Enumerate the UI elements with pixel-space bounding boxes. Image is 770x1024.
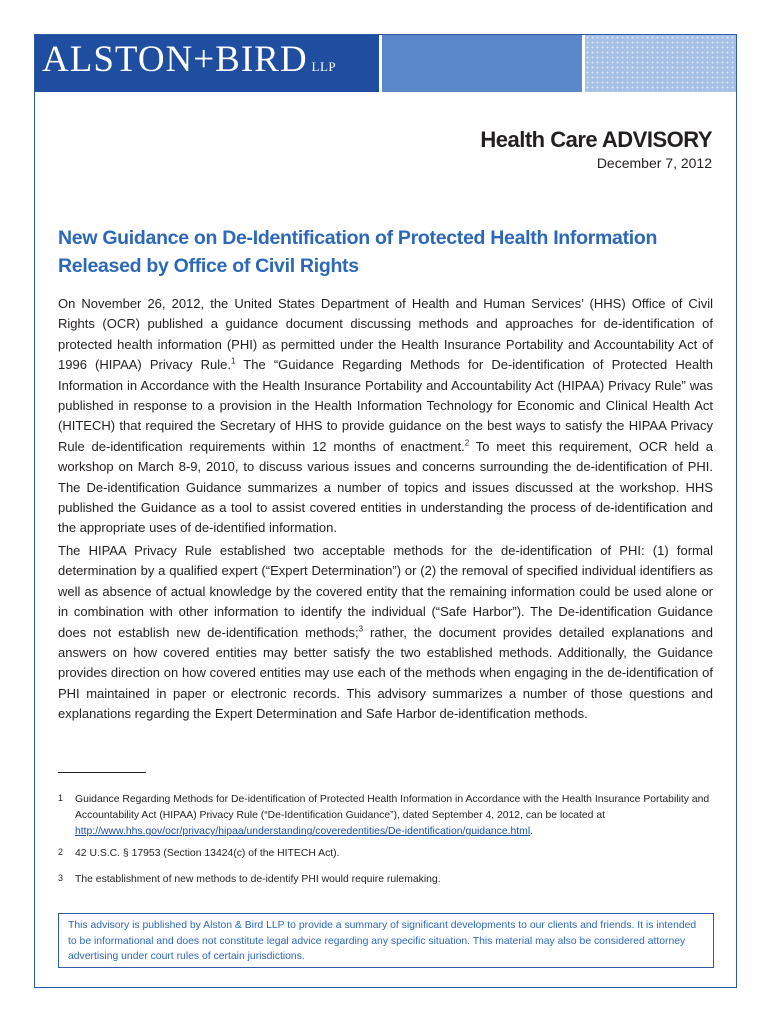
body-paragraph-1 — [58, 294, 713, 539]
guidance-link[interactable]: http://www.hhs.gov/ocr/privacy/hipaa/understanding/coveredentities/De-identification/guidance.html — [75, 826, 531, 837]
banner-pattern-block — [585, 35, 736, 92]
footnote-ref-2: 2 — [464, 438, 470, 448]
advisory-date: December 7, 2012 — [596, 155, 712, 171]
header-banner — [35, 35, 736, 92]
paragraph-text: rather, the document provides detailed explanations and answers on how covered entities may better satisfy the two established methods. Additionally, the Guidance provides direction on how covered entities may use each of the methods when engaging in the de-identification of PHI maintained in paper or electronic records. This advisory summarizes a number of those questions and explanations regarding the Expert Determination and Safe Harbor de-identification methods. — [58, 624, 713, 722]
footnote-ref-3: 3 — [358, 624, 364, 634]
footnote-ref-1: 1 — [230, 356, 236, 366]
paragraph-text: The “Guidance Regarding Methods for De-identification of Protected Health Information in Accordance with the Health Insurance Portability and Accountability Act (HIPAA) Privacy Rule” was published in response to a provision in the Health Information Technology for Economic and Clinical Health Act (HITECH) that required the Secretary of HHS to provide guidance on the best ways to satisfy the HIPAA Privacy Rule de-identification requirements within 12 months of enactment. — [58, 357, 713, 454]
footnote-text — [75, 792, 714, 840]
footnote-body: Guidance Regarding Methods for De-identification of Protected Health Information in Accordance with the Health Insurance Portability and Accountability Act (HIPAA) Privacy Rule (“De-Identification Guidance”), dated September 4, 2012, can be located at — [75, 794, 710, 821]
banner-mid-block — [382, 35, 582, 92]
paragraph-text: To meet this requirement, OCR held a workshop on March 8-9, 2010, to discuss various issues and concerns surrounding the de-identification of PHI. The De-identification Guidance summarizes a number of topics and issues discussed at the workshop. HHS published the Guidance as a tool to assist covered entities in understanding the process of de-identification and the appropriate uses of de-identified information. — [58, 438, 713, 536]
body-paragraph-2 — [58, 541, 713, 725]
footnote-separator — [58, 772, 146, 773]
footnote-number: 3 — [58, 873, 64, 883]
footnote-number: 1 — [58, 793, 64, 803]
footnote-2 — [58, 846, 714, 862]
footnote-3 — [58, 872, 714, 888]
footnote-1 — [58, 792, 714, 840]
footnote-text: 42 U.S.C. § 17953 (Section 13424(c) of the HITECH Act). — [75, 848, 340, 859]
footnote-text: The establishment of new methods to de-identify PHI would require rulemaking. — [75, 874, 441, 885]
logo-suffix: LLP — [311, 59, 337, 74]
footnote-end: . — [530, 826, 534, 837]
disclaimer-box: This advisory is published by Alston & Bird LLP to provide a summary of significant developments to our clients and friends. It is intended to be informational and does not constitute legal advice regarding any specific situation. This material may also be considered attorney advertising under court rules of certain jurisdictions. — [58, 913, 714, 968]
logo-text: ALSTON+BIRD — [42, 39, 308, 80]
firm-logo — [42, 41, 336, 78]
footnote-number: 2 — [58, 847, 64, 857]
article-headline: New Guidance on De-Identification of Protected Health Information Released by Office of Civil Rights — [58, 227, 658, 277]
paragraph-text: On November 26, 2012, the United States Department of Health and Human Services’ (HHS) Office of Civil Rights (OCR) published a guidance document discussing methods and approaches for de-identification of protected health information (PHI) as permitted under the Health Insurance Portability and Accountability Act of 1996 (HIPAA) Privacy Rule. — [58, 296, 713, 373]
advisory-title: Health Care ADVISORY — [480, 127, 712, 152]
paragraph-text: The HIPAA Privacy Rule established two acceptable methods for the de-identification of PHI: (1) formal determination by a qualified expert (“Expert Determination”) or (2) the removal of specified individual identifiers as well as absence of actual knowledge by the covered entity that the remaining information could be used alone or in combination with other information to identify the individual (“Safe Harbor”). The De-identification Guidance does not establish new de-identification methods; — [58, 543, 713, 640]
logo-panel — [35, 35, 379, 92]
